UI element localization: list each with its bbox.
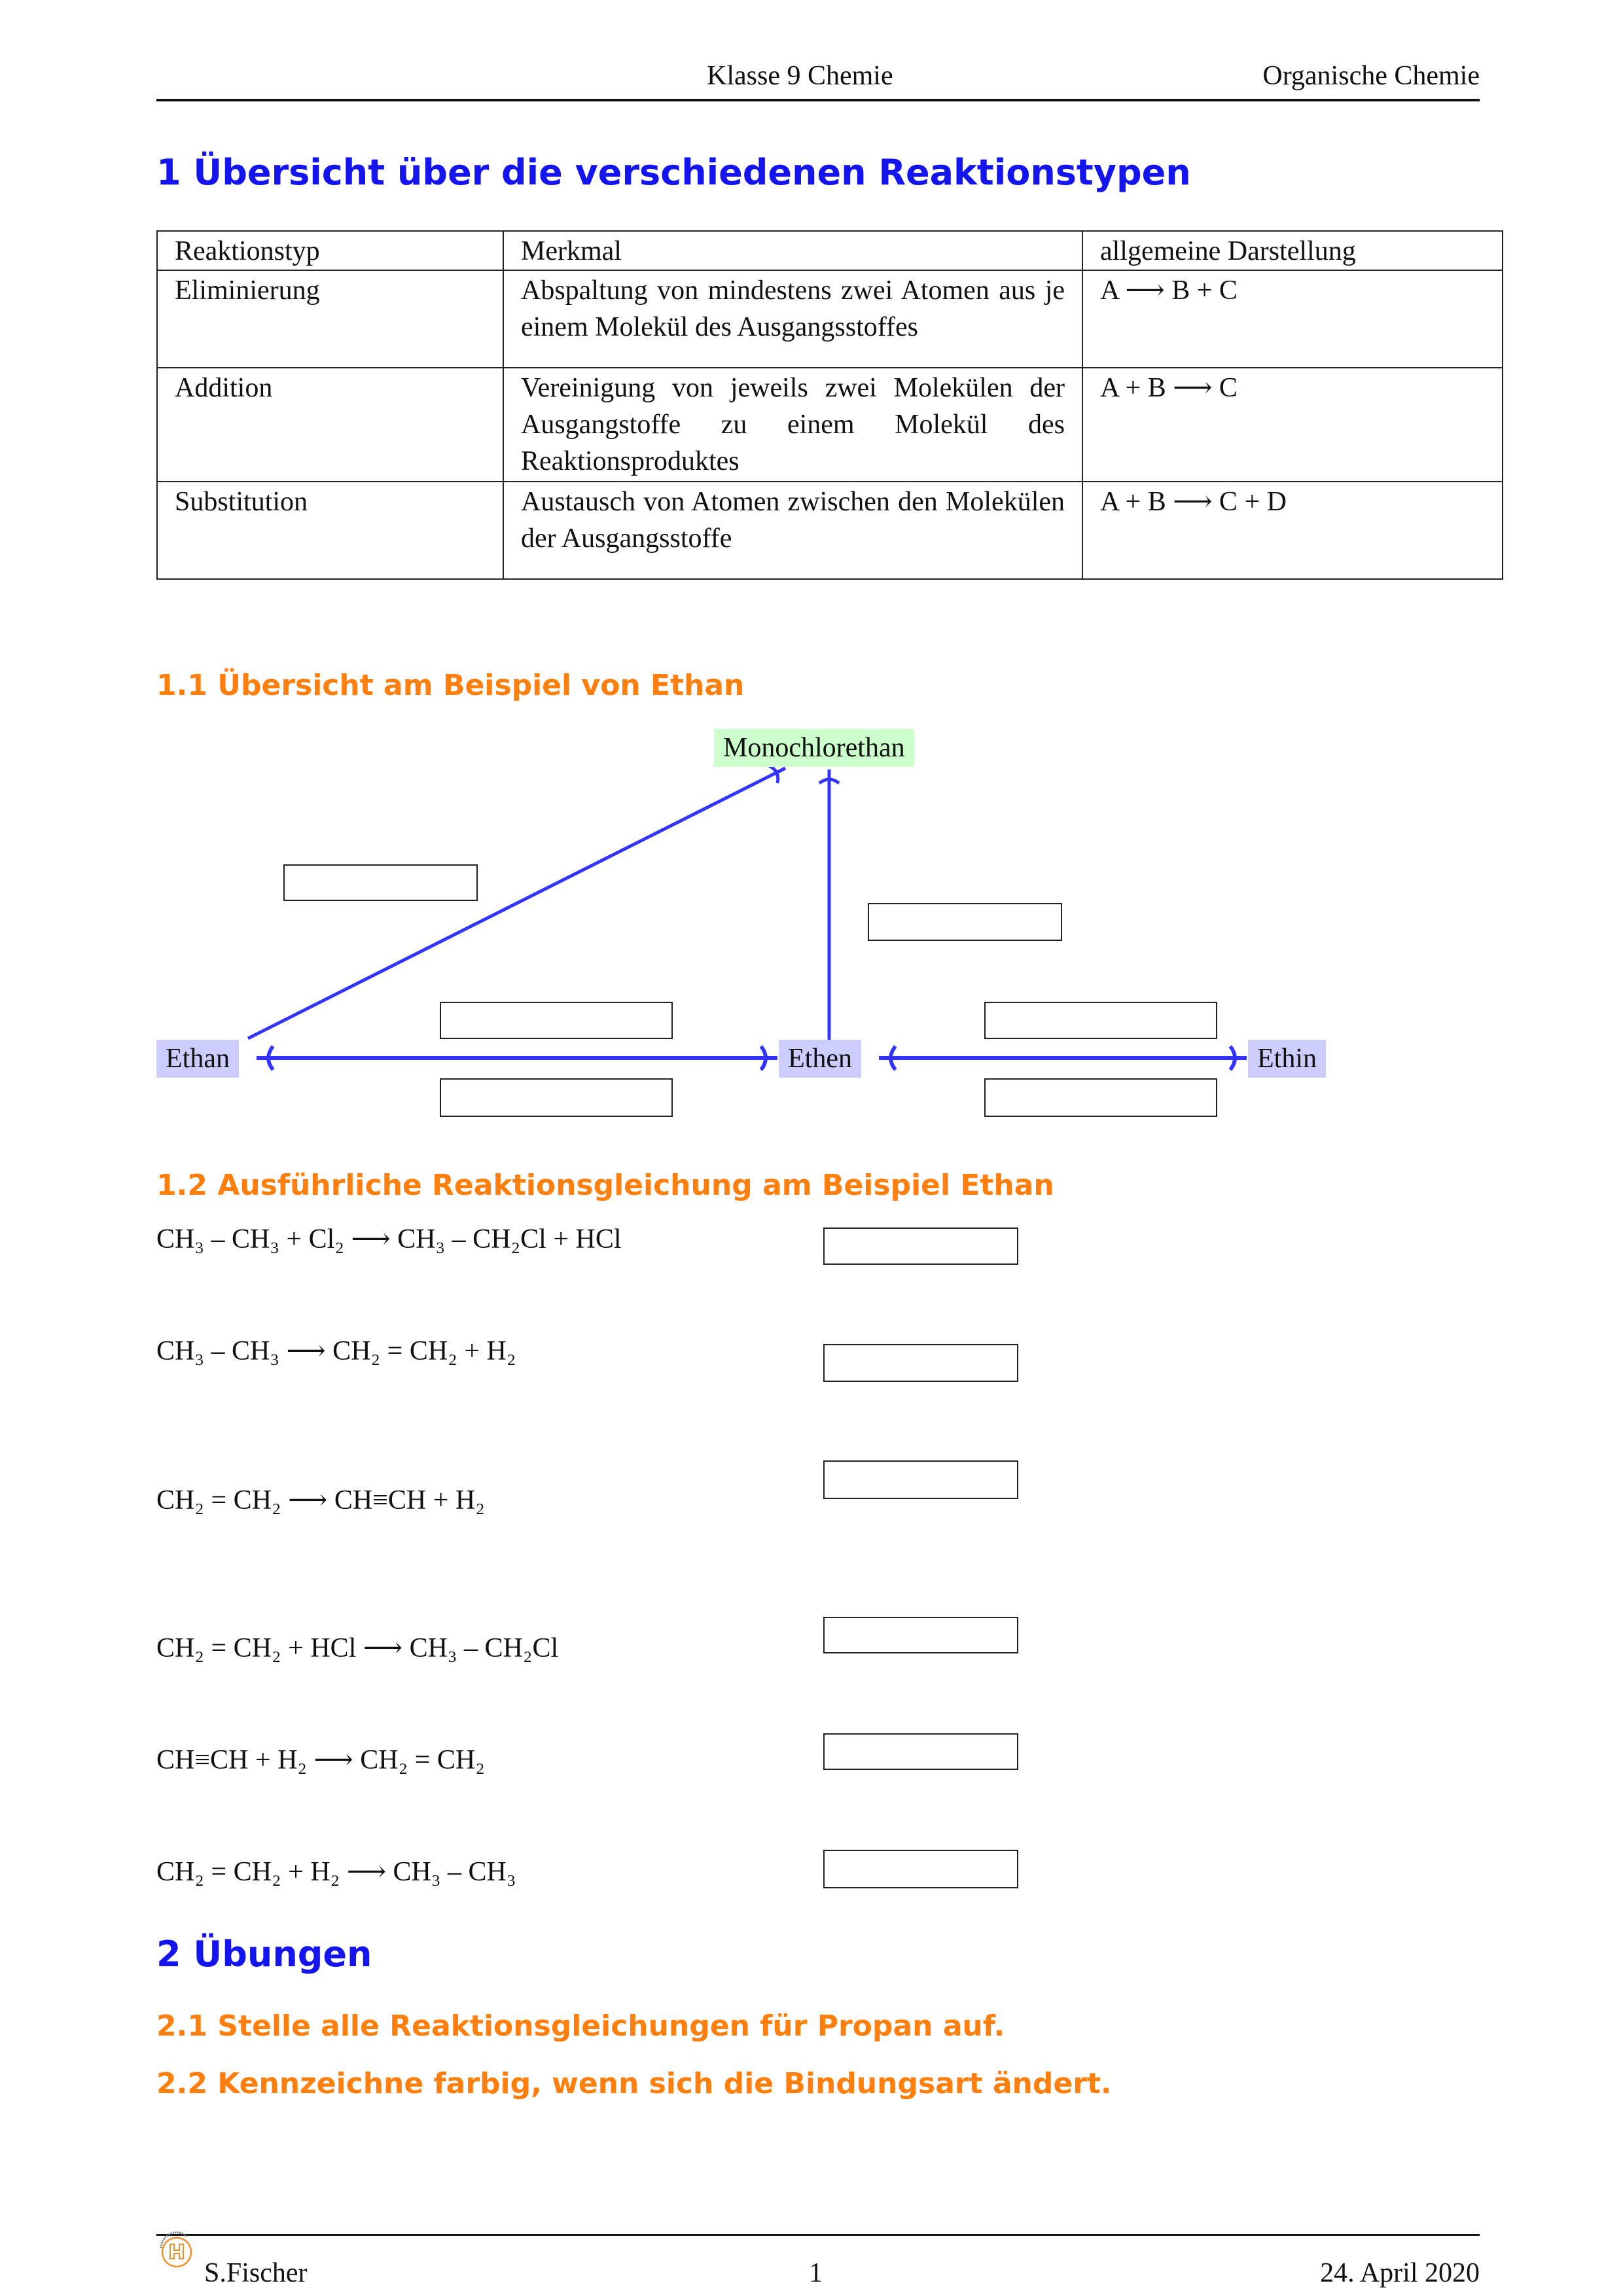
reaction-type: Eliminierung (157, 270, 503, 368)
table-header: Reaktionstyp (157, 231, 503, 270)
equation: CH≡CH + H₂ ⟶ CH₂ = CH₂ (156, 1745, 485, 1775)
footer-author: S.Fischer (204, 2258, 308, 2288)
task-2-1: 2.1 Stelle alle Reaktionsgleichungen für Propan auf. (156, 2009, 1005, 2043)
answer-box-equation-3[interactable] (823, 1460, 1018, 1499)
footer-date: 24. April 2020 (1320, 2258, 1480, 2288)
header-topic: Organische Chemie (1262, 61, 1480, 91)
node-monochlorethan: Monochlorethan (714, 729, 914, 767)
answer-box-equation-5[interactable] (823, 1733, 1018, 1770)
arrow-ethan-to-monochlorethan (248, 768, 785, 1038)
answer-box-ethen-monochlorethan[interactable] (868, 903, 1062, 941)
answer-box-equation-1[interactable] (823, 1227, 1018, 1265)
reaction-type: Substitution (157, 482, 503, 579)
reaction-scheme: A ⟶ B + C (1082, 270, 1503, 368)
node-ethan: Ethan (156, 1040, 239, 1078)
school-logo-icon (154, 2230, 196, 2272)
task-2-2: 2.2 Kennzeichne farbig, wenn sich die Bindungsart ändert. (156, 2067, 1112, 2100)
node-ethen: Ethen (779, 1040, 861, 1078)
answer-box-ethen-to-ethin[interactable] (984, 1002, 1217, 1039)
reaction-feature: Abspaltung von mindestens zwei Atomen aus je einem Molekül des Ausgangsstoffes (503, 270, 1082, 368)
equation: CH₂ = CH₂ ⟶ CH≡CH + H₂ (156, 1485, 485, 1515)
answer-box-ethin-to-ethen[interactable] (984, 1078, 1217, 1117)
footer-page-number: 1 (809, 2258, 823, 2288)
reaction-feature: Austausch von Atomen zwischen den Molekülen der Ausgangsstoffe (503, 482, 1082, 579)
reaction-feature: Vereinigung von jeweils zwei Molekülen der Ausgangstoffe zu einem Molekül des Reaktionsproduktes (503, 368, 1082, 482)
answer-box-ethen-to-ethan[interactable] (440, 1078, 673, 1117)
reaction-type: Addition (157, 368, 503, 482)
equation: CH₃ – CH₃ ⟶ CH₂ = CH₂ + H₂ (156, 1336, 516, 1366)
answer-box-equation-4[interactable] (823, 1617, 1018, 1653)
reaction-scheme: A + B ⟶ C (1082, 368, 1503, 482)
header-course: Klasse 9 Chemie (707, 61, 893, 91)
equation: CH₂ = CH₂ + H₂ ⟶ CH₃ – CH₃ (156, 1857, 516, 1887)
table-header: allgemeine Darstellung (1082, 231, 1503, 270)
section-1-title: 1 Übersicht über die verschiedenen Reaktionstypen (156, 152, 1191, 193)
table-header: Merkmal (503, 231, 1082, 270)
answer-box-equation-6[interactable] (823, 1850, 1018, 1888)
answer-box-ethan-to-ethen[interactable] (440, 1002, 673, 1039)
equation: CH₃ – CH₃ + Cl₂ ⟶ CH₃ – CH₂Cl + HCl (156, 1224, 622, 1254)
answer-box-ethan-monochlorethan[interactable] (283, 864, 478, 901)
section-1-2-title: 1.2 Ausführliche Reaktionsgleichung am Beispiel Ethan (156, 1169, 1054, 1202)
section-1-1-title: 1.1 Übersicht am Beispiel von Ethan (156, 669, 745, 702)
reaction-scheme: A + B ⟶ C + D (1082, 482, 1503, 579)
node-ethin: Ethin (1248, 1040, 1326, 1078)
equation: CH₂ = CH₂ + HCl ⟶ CH₃ – CH₂Cl (156, 1633, 559, 1663)
footer-rule (156, 2234, 1480, 2236)
answer-box-equation-2[interactable] (823, 1344, 1018, 1382)
section-2-title: 2 Übungen (156, 1934, 372, 1975)
